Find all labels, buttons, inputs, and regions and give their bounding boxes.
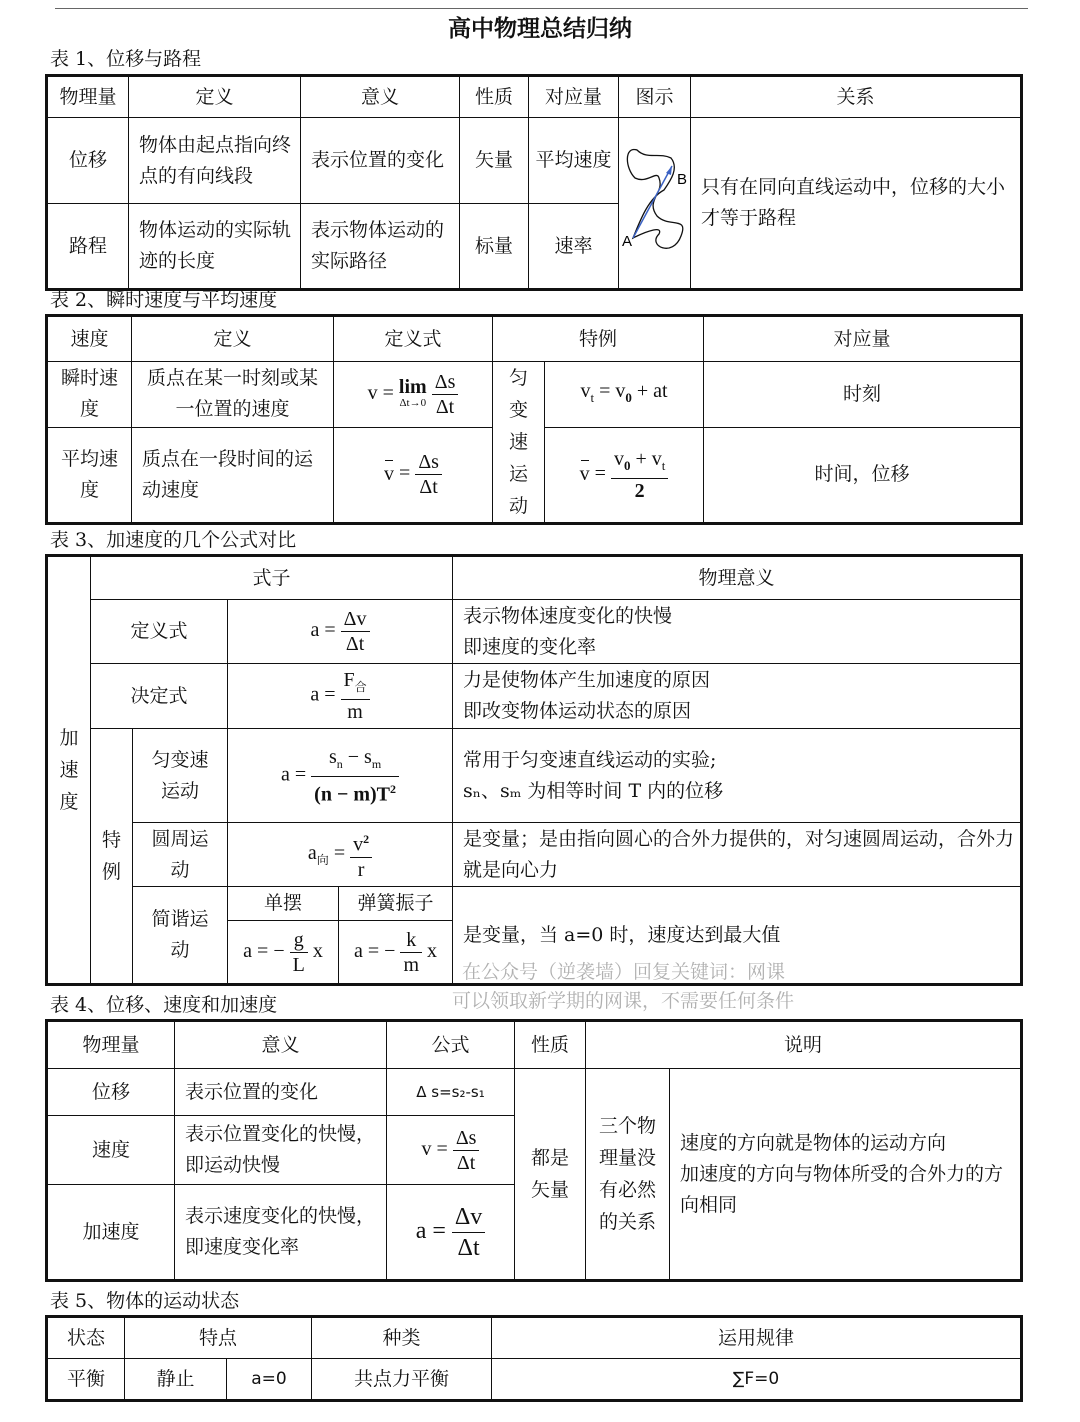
t1-cell: 路程	[47, 204, 129, 290]
t1-cell: 物体运动的实际轨迹的长度	[129, 204, 301, 290]
t3-side-label: 加速度	[47, 556, 91, 985]
t4-row-meaning: 表示位置的变化	[175, 1069, 387, 1116]
t1-header: 意义	[301, 76, 460, 118]
centripetal-acceleration-formula: $a_向$ = $\frac{v^2}{r}$	[228, 823, 453, 887]
acceleration-determining-formula: a = $\frac{F_合}{m}$	[228, 664, 453, 729]
t5-cell: 平衡	[47, 1359, 125, 1401]
point-b-label: B	[677, 171, 688, 188]
t1-cell: 表示物体运动的实际路径	[301, 204, 460, 290]
t3-meaning: 力是使物体产生加速度的原因 即改变物体运动状态的原因	[453, 664, 1022, 729]
t4-row-name: 速度	[47, 1116, 175, 1185]
top-rule	[55, 8, 1028, 9]
table3	[45, 554, 1023, 986]
table5-caption: 表 5、物体的运动状态	[50, 1290, 240, 1312]
t1-cell: 表示位置的变化	[301, 118, 460, 204]
t3-header: 物理意义	[453, 556, 1022, 600]
t1-header: 定义	[129, 76, 301, 118]
t2-header: 特例	[493, 316, 704, 362]
pendulum-label: 单摆	[228, 887, 339, 921]
t1-cell: 速率	[529, 204, 619, 290]
table1-caption: 表 1、位移与路程	[50, 48, 202, 70]
t5-header: 状态	[47, 1317, 125, 1359]
t2-row-name: 瞬时速度	[47, 362, 132, 428]
t2-row-name: 平均速度	[47, 427, 132, 523]
average-velocity-uniform-formula: v = $\frac{v_0 + v_t}{2}$	[545, 427, 704, 523]
point-a-label: A	[622, 233, 633, 250]
t4-nature: 都是矢量	[515, 1069, 586, 1281]
velocity-formula: v = $\frac{\Delta s}{\Delta t}$	[387, 1116, 515, 1185]
t5-header: 运用规律	[492, 1317, 1022, 1359]
watermark: 在公众号（逆袭墙）回复关键词：网课 可以领取新学期的网课，不需要任何条件	[452, 961, 795, 1012]
table4-caption: 表 4、位移、速度和加速度	[50, 994, 278, 1016]
t4-note2: 速度的方向就是物体的运动方向 加速度的方向与物体所受的合外力的方向相同	[670, 1069, 1022, 1281]
t2-header: 定义	[132, 316, 334, 362]
acceleration-formula: a = $\frac{\Delta v}{\Delta t}$	[387, 1185, 515, 1281]
t4-header: 公式	[387, 1021, 515, 1069]
t3-meaning: 常用于匀变速直线运动的实验; sₙ、sₘ 为相等时间 T 内的位移	[453, 729, 1022, 823]
t3-meaning: 是变量；是由指向圆心的合外力提供的，对匀速圆周运动，合外力就是向心力	[453, 823, 1022, 887]
t3-meaning: 是变量，当 a=0 时，速度达到最大值	[453, 887, 1022, 985]
t5-header: 特点	[125, 1317, 312, 1359]
t5-cell: a=0	[227, 1359, 312, 1401]
t1-header: 关系	[691, 76, 1022, 118]
t3-row-label: 决定式	[91, 664, 228, 729]
average-velocity-formula: v = $\frac{\Delta s}{\Delta t}$	[334, 427, 493, 523]
table3-caption: 表 3、加速度的几个公式对比	[50, 529, 297, 551]
t5-cell: 共点力平衡	[312, 1359, 492, 1401]
t2-header: 速度	[47, 316, 132, 362]
t4-row-meaning: 表示位置变化的快慢，即运动快慢	[175, 1116, 387, 1185]
displacement-formula: Δ s=s₂-s₁	[387, 1069, 515, 1116]
t1-cell: 物体由起点指向终点的有向线段	[129, 118, 301, 204]
t3-row-label: 匀变速运动	[133, 729, 228, 823]
table4	[45, 1019, 1023, 1282]
uniform-velocity-formula: $v_t = v_0$ + at	[545, 362, 704, 428]
t1-header: 性质	[460, 76, 529, 118]
t2-row-def: 质点在一段时间的运动速度	[132, 427, 334, 523]
t4-row-name: 位移	[47, 1069, 175, 1116]
t1-header: 物理量	[47, 76, 129, 118]
uniform-acceleration-formula: a = $\frac{s_n - s_m}{(n - m)T^2}$	[228, 729, 453, 823]
arrow-head-icon	[666, 166, 672, 175]
pendulum-formula: a = − $\frac{g}{L}$ x	[228, 921, 339, 985]
t1-cell: 标量	[460, 204, 529, 290]
t2-row-corr: 时刻	[704, 362, 1022, 428]
t4-row-meaning: 表示速度变化的快慢，即速度变化率	[175, 1185, 387, 1281]
t1-header: 对应量	[529, 76, 619, 118]
t3-row-label: 定义式	[91, 600, 228, 664]
t5-cell: 静止	[125, 1359, 227, 1401]
t3-row-label: 简谐运动	[133, 887, 228, 985]
t2-header: 对应量	[704, 316, 1022, 362]
t1-cell: 矢量	[460, 118, 529, 204]
t5-header: 种类	[312, 1317, 492, 1359]
spring-formula: a = − $\frac{k}{m}$ x	[339, 921, 453, 985]
t2-header: 定义式	[334, 316, 493, 362]
displacement-path-diagram	[619, 118, 691, 278]
t4-header: 说明	[586, 1021, 1022, 1069]
acceleration-definition-formula: a = $\frac{\Delta v}{\Delta t}$	[228, 600, 453, 664]
t1-relation: 只有在同向直线运动中，位移的大小才等于路程	[691, 118, 1022, 290]
t4-header: 性质	[515, 1021, 586, 1069]
t4-header: 物理量	[47, 1021, 175, 1069]
table2	[45, 314, 1023, 525]
table2-caption: 表 2、瞬时速度与平均速度	[50, 289, 278, 311]
t4-header: 意义	[175, 1021, 387, 1069]
t2-special-label: 匀变速运动	[493, 362, 545, 524]
spring-oscillator-label: 弹簧振子	[339, 887, 453, 921]
t3-row-label: 圆周运动	[133, 823, 228, 887]
table5	[45, 1315, 1023, 1402]
page-title: 高中物理总结归纳	[448, 16, 632, 42]
instant-velocity-formula: v = lim Δt→0 $\frac{\Delta s}{\Delta t}$	[334, 362, 493, 428]
t3-header: 式子	[91, 556, 453, 600]
table1	[45, 74, 1023, 291]
t2-row-def: 质点在某一时刻或某一位置的速度	[132, 362, 334, 428]
t4-row-name: 加速度	[47, 1185, 175, 1281]
t5-cell: ∑F=0	[492, 1359, 1022, 1401]
t3-meaning: 表示物体速度变化的快慢 即速度的变化率	[453, 600, 1022, 664]
t1-cell: 位移	[47, 118, 129, 204]
t3-special-label: 特例	[91, 729, 133, 985]
path-diagram-cell	[619, 118, 691, 290]
t1-header: 图示	[619, 76, 691, 118]
t4-note1: 三个物理量没有必然的关系	[586, 1069, 670, 1281]
t1-cell: 平均速度	[529, 118, 619, 204]
t2-row-corr: 时间，位移	[704, 427, 1022, 523]
